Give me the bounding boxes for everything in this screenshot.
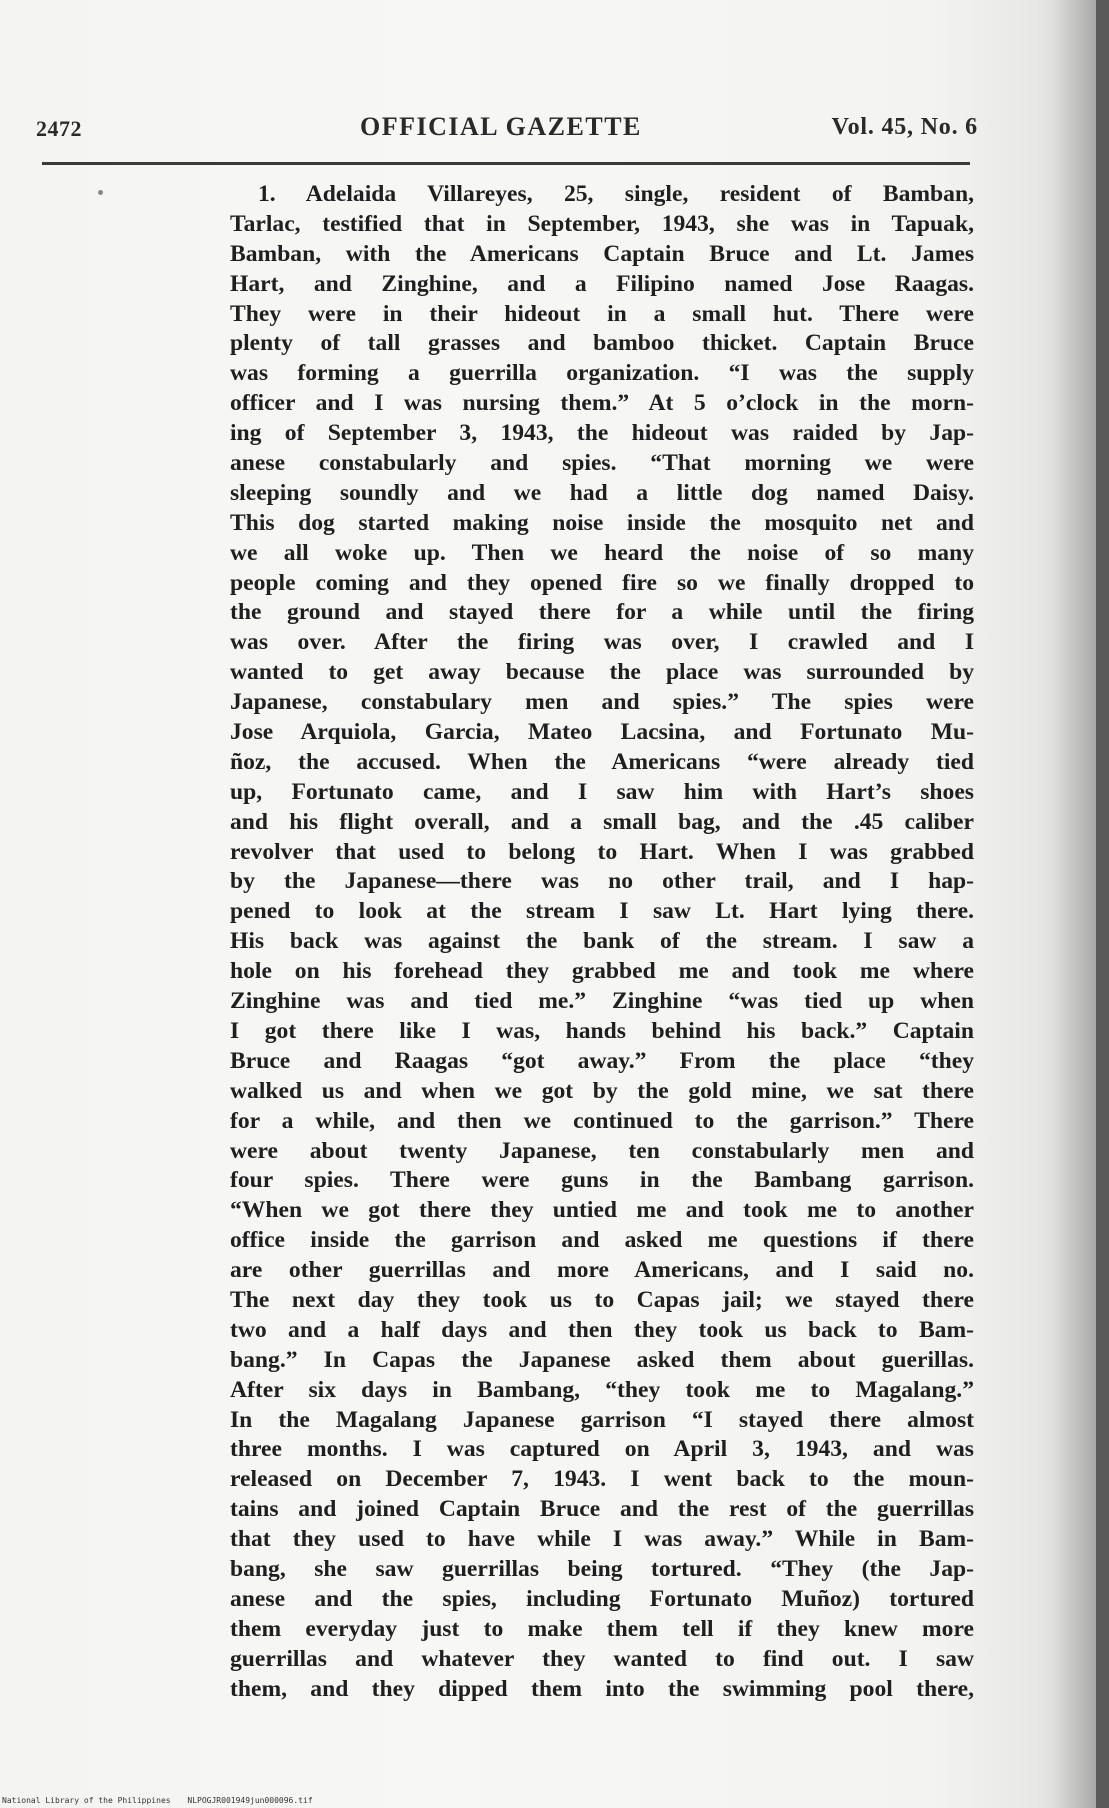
- text-line: Hart, and Zinghine, and a Filipino named Jose Raagas.: [230, 270, 974, 297]
- text-line: wanted to get away because the place was surrounded by: [230, 659, 974, 686]
- text-line: anese and the spies, including Fortunato Muñoz) tortured: [230, 1585, 974, 1612]
- text-line: three months. I was captured on April 3, 1943, and was: [230, 1436, 974, 1463]
- text-line: Jose Arquiola, Garcia, Mateo Lacsina, and Fortunato Mu-: [230, 719, 974, 746]
- text-line: They were in their hideout in a small hut. There were: [230, 300, 974, 327]
- page-header: [36, 112, 978, 152]
- text-line: The next day they took us to Capas jail; we stayed there: [230, 1286, 974, 1313]
- library-credit: National Library of the Philippines: [2, 1796, 171, 1805]
- margin-mark: [98, 190, 103, 195]
- text-line: for a while, and then we continued to the garrison.” There: [230, 1107, 974, 1134]
- text-line: bang.” In Capas the Japanese asked them about guerillas.: [230, 1346, 974, 1373]
- text-line: two and a half days and then they took us back to Bam-: [230, 1316, 974, 1343]
- text-line: revolver that used to belong to Hart. When I was grabbed: [230, 838, 974, 865]
- text-line: guerrillas and whatever they wanted to find out. I saw: [230, 1645, 974, 1672]
- text-line: tains and joined Captain Bruce and the rest of the guerrillas: [230, 1496, 974, 1523]
- text-line: After six days in Bambang, “they took me to Magalang.”: [230, 1376, 974, 1403]
- text-line: and his flight overall, and a small bag, and the .45 caliber: [230, 808, 974, 835]
- text-line: His back was against the bank of the stream. I saw a: [230, 928, 974, 955]
- text-line: that they used to have while I was away.” While in Bam-: [230, 1526, 974, 1553]
- text-line: officer and I was nursing them.” At 5 o’clock in the morn-: [230, 390, 974, 417]
- text-line: them, and they dipped them into the swimming pool there,: [230, 1675, 974, 1702]
- text-line: pened to look at the stream I saw Lt. Hart lying there.: [230, 898, 974, 925]
- scan-footer: [2, 1796, 313, 1805]
- text-line: hole on his forehead they grabbed me and took me where: [230, 958, 974, 985]
- text-line: Bamban, with the Americans Captain Bruce and Lt. James: [230, 240, 974, 267]
- text-line: plenty of tall grasses and bamboo thicket. Captain Bruce: [230, 330, 974, 357]
- text-line: released on December 7, 1943. I went back to the moun-: [230, 1466, 974, 1493]
- text-line: Japanese, constabulary men and spies.” The spies were: [230, 689, 974, 716]
- text-line: them everyday just to make them tell if they knew more: [230, 1615, 974, 1642]
- text-line: the ground and stayed there for a while until the firing: [230, 599, 974, 626]
- text-line: four spies. There were guns in the Bambang garrison.: [230, 1167, 974, 1194]
- running-title: OFFICIAL GAZETTE: [360, 112, 642, 141]
- text-line: was over. After the firing was over, I crawled and I: [230, 629, 974, 656]
- body-text: [230, 180, 974, 1704]
- text-line: bang, she saw guerrillas being tortured. “They (the Jap-: [230, 1555, 974, 1582]
- text-line: office inside the garrison and asked me questions if there: [230, 1227, 974, 1254]
- volume-number: Vol. 45, No. 6: [831, 114, 978, 140]
- text-line: by the Japanese—there was no other trail, and I hap-: [230, 868, 974, 895]
- text-line: Zinghine was and tied me.” Zinghine “was tied up when: [230, 988, 974, 1015]
- header-rule: [42, 162, 970, 165]
- text-line: we all woke up. Then we heard the noise of so many: [230, 539, 974, 566]
- file-id: NLPOGJR001949jun000096.tif: [187, 1796, 313, 1805]
- text-line: “When we got there they untied me and took me to another: [230, 1197, 974, 1224]
- page-number: 2472: [36, 116, 82, 141]
- text-line: people coming and they opened fire so we finally dropped to: [230, 569, 974, 596]
- text-line: This dog started making noise inside the mosquito net and: [230, 509, 974, 536]
- text-line: sleeping soundly and we had a little dog named Daisy.: [230, 479, 974, 506]
- text-line: anese constabularly and spies. “That morning we were: [230, 450, 974, 477]
- text-line: was forming a guerrilla organization. “I was the supply: [230, 360, 974, 387]
- text-line: Bruce and Raagas “got away.” From the place “they: [230, 1047, 974, 1074]
- text-line: up, Fortunato came, and I saw him with Hart’s shoes: [230, 778, 974, 805]
- text-line: ing of September 3, 1943, the hideout was raided by Jap-: [230, 420, 974, 447]
- text-line: 1. Adelaida Villareyes, 25, single, resident of Bamban,: [258, 181, 974, 207]
- text-line: I got there like I was, hands behind his back.” Captain: [230, 1017, 974, 1044]
- text-line: Tarlac, testified that in September, 1943, she was in Tapuak,: [230, 210, 974, 237]
- text-line: are other guerrillas and more Americans, and I said no.: [230, 1257, 974, 1284]
- text-line: were about twenty Japanese, ten constabularly men and: [230, 1137, 974, 1164]
- text-line: ñoz, the accused. When the Americans “were already tied: [230, 748, 974, 775]
- text-line: walked us and when we got by the gold mine, we sat there: [230, 1077, 974, 1104]
- text-line: In the Magalang Japanese garrison “I stayed there almost: [230, 1406, 974, 1433]
